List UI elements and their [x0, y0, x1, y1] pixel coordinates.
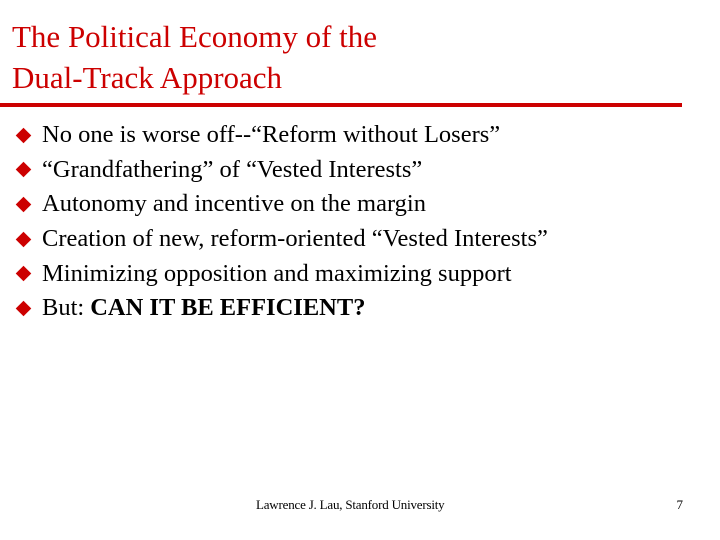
- bullet-text: Creation of new, reform-oriented “Vested Interests”: [42, 225, 548, 253]
- bullet-emphasis-text: CAN IT BE EFFICIENT?: [90, 294, 366, 322]
- bullet-text: No one is worse off--“Reform without Losers”: [42, 121, 501, 149]
- bullet-item: [14, 187, 548, 222]
- title-line-2: Dual-Track Approach: [12, 60, 283, 95]
- bullet-item: [14, 291, 548, 326]
- bullet-text: Autonomy and incentive on the margin: [42, 190, 426, 218]
- diamond-bullet-icon: [16, 197, 32, 213]
- page-number: 7: [676, 497, 683, 512]
- bullet-text: But:: [42, 294, 85, 322]
- title-divider: [0, 103, 682, 107]
- diamond-bullet-icon: [16, 162, 32, 178]
- bullet-item: [14, 153, 548, 188]
- diamond-bullet-icon: [16, 300, 32, 316]
- slide-title: [12, 16, 652, 98]
- diamond-bullet-icon: [16, 128, 32, 144]
- diamond-bullet-icon: [16, 231, 32, 247]
- bullet-item: [14, 256, 548, 291]
- bullet-item: [14, 118, 548, 153]
- bullet-item: [14, 222, 548, 257]
- bullet-text: “Grandfathering” of “Vested Interests”: [42, 155, 423, 183]
- bullet-text: Minimizing opposition and maximizing support: [42, 259, 512, 287]
- title-line-1: The Political Economy of the: [12, 19, 378, 54]
- diamond-bullet-icon: [16, 266, 32, 282]
- bullet-list: [14, 118, 548, 326]
- slide-footer: Lawrence J. Lau, Stanford University: [256, 497, 445, 512]
